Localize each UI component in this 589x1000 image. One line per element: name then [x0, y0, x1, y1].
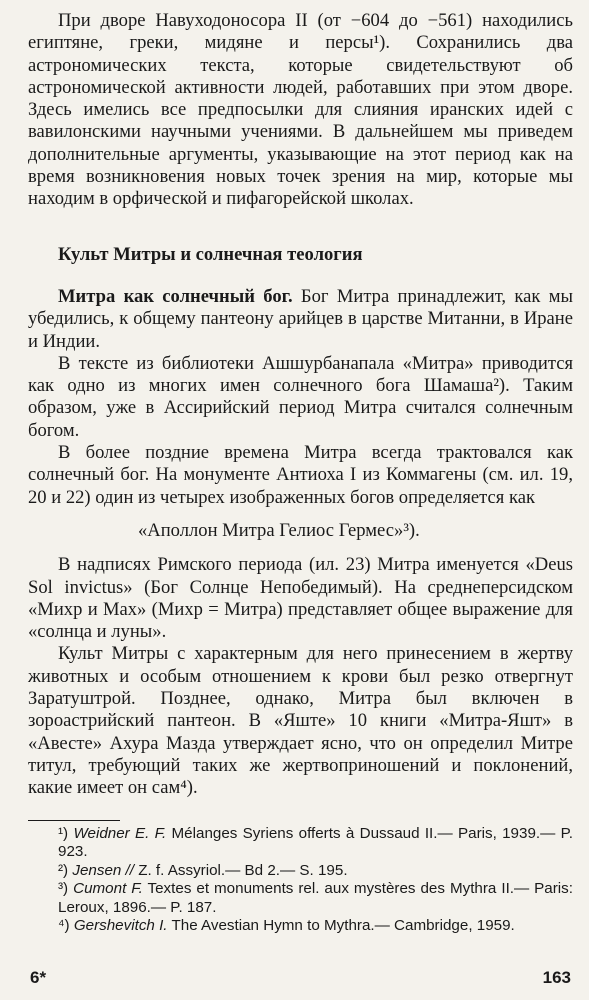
footnote-author: Jensen //	[72, 861, 139, 879]
footnote-1	[28, 825, 573, 862]
paragraph-antiochus: В более поздние времена Митра всегда трактовался как солнечный бог. На монументе Антиоха I из Коммагены (см. ил. 19, 20 и 22) один из четырех изображенных богов определяется как	[28, 442, 573, 508]
paragraph-zarathustra: Культ Митры с характерным для него принесением в жертву животных и особым отношением к крови был резко отвергнут Заратуштрой. Позднее, однако, Митра был включен в зороастрийский пантеон. В «Яште» 10 книги «Митра-Яшт» в «Авесте» Ахура Мазда утверждает ясно, что он определил Митре титул, требующий таких же жертвоприношений и поклонений, какие имеет он сам⁴).	[28, 643, 573, 799]
footnote-rule	[28, 820, 120, 821]
footnote-text: The Avestian Hymn to Mythra.— Cambridge, 1959.	[167, 917, 515, 935]
paragraph-ashurbanipal: В тексте из библиотеки Ашшурбанапала «Митра» приводится как одно из многих имен солнечного бога Шамаша²). Таким образом, уже в Ассирийский период Митра считался солнечным богом.	[28, 352, 573, 441]
footnotes	[28, 825, 573, 937]
footnote-mark: ²)	[58, 861, 69, 879]
section-heading: Культ Митры и солнечная теология	[58, 243, 363, 265]
footnote-mark: ⁴)	[58, 917, 70, 935]
footnote-author: Gershevitch I.	[73, 917, 168, 935]
footnote-mark: ¹)	[58, 824, 69, 842]
footnote-author: Weidner E. F.	[73, 824, 167, 842]
footnote-4	[28, 917, 573, 936]
paragraph-lead-in: Митра как солнечный бог.	[58, 285, 293, 307]
footnote-3	[28, 880, 573, 917]
paragraph-roman-period: В надписях Римского периода (ил. 23) Митра именуется «Deus Sol invictus» (Бог Солнце Непобедимый). На среднеперсидском «Михр и Мах» (Михр = Митра) представляет общее выражение для «солнца и луны».	[28, 554, 573, 643]
footnote-text: Mélanges Syriens offerts à Dussaud II.— Paris, 1939.— P. 923.	[58, 824, 573, 861]
footnote-mark: ³)	[58, 880, 69, 898]
quoted-epithet: «Аполлон Митра Гелиос Гермес»³).	[138, 519, 420, 541]
footnote-text: Textes et monuments rel. aux mystères des Mythra II.— Paris: Leroux, 1896.— P. 187.	[58, 880, 573, 916]
footnote-text: Z. f. Assyriol.— Bd 2.— S. 195.	[138, 861, 348, 879]
book-page	[28, 10, 573, 936]
paragraph-mithra-solar	[28, 286, 573, 353]
footnote-2	[28, 862, 573, 881]
page-number: 163	[542, 968, 571, 987]
signature-mark: 6*	[30, 968, 47, 987]
paragraph-nebuchadnezzar: При дворе Навуходоносора II (от −604 до −561) находились египтяне, греки, мидяне и персы¹). Сохранились два астрономических текста, которые свидетельствуют об астрономической активности людей, работавших при этом дворе. Здесь имелись все предпосылки для слияния иранских идей с вавилонскими научными учениями. В дальнейшем мы приведем дополнительные аргументы, указывающие на этот период как на время возникновения новых точек зрения на мир, которые мы находим в орфической и пифагорейской школах.	[28, 10, 573, 210]
paragraph-text: Бог Митра принадлежит, как мы убедились, к общему пантеону арийцев в царстве Митанни, в Иране и Индии.	[28, 285, 573, 352]
footnote-author: Cumont F.	[73, 880, 143, 898]
